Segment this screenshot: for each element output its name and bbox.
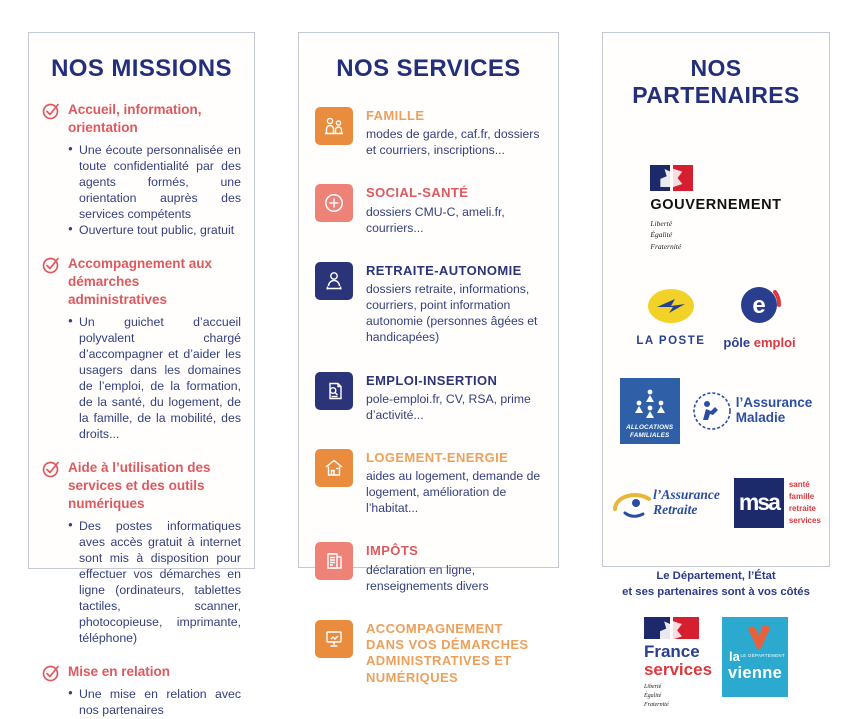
france-services-line1: France	[643, 642, 700, 662]
la-poste-logo	[636, 287, 705, 347]
motto-line: Fraternité	[643, 702, 669, 709]
mission-bullet: ● Des postes informatiques aves accès gratuit à internet sont mis à disposition pour effectuer vos démarches en ligne (ordinateurs, tablettes tactiles, scanner, photocopieuse, imprimante, téléphone)	[68, 519, 241, 647]
mission-bullet: ● Un guichet d’accueil polyvalent chargé d’accompagner et d’aider les usagers dans les domaines de l’emploi, de la formation, de la santé, du logement, de la famille, de la mobilité, des droits...	[68, 315, 241, 443]
tagline-line: et ses partenaires sont à vos côtés	[622, 586, 810, 599]
missions-panel	[28, 32, 255, 717]
house-icon	[315, 449, 353, 487]
check-circle-icon	[42, 102, 61, 125]
mission-section-title: Accueil, information, orientation	[68, 102, 202, 135]
caf-figures-icon	[628, 386, 672, 424]
check-circle-icon	[42, 256, 61, 279]
mission-section	[42, 255, 241, 443]
assurance-retraite-line: l’Assurance	[653, 487, 720, 503]
service-item-famille	[315, 107, 542, 158]
tagline-line: Le Département, l’État	[656, 569, 776, 582]
partners-title: NOS PARTENAIRES	[632, 55, 800, 108]
pole-emploi-word1: pôle	[723, 334, 751, 350]
missions-title: NOS MISSIONS	[51, 55, 232, 82]
service-item-emploi-insertion	[315, 372, 542, 423]
gouvernement-logo	[650, 165, 781, 252]
vienne-la: la	[729, 649, 740, 665]
caf-name-line: FAMILIALES	[630, 431, 670, 439]
assurance-maladie-line: l’Assurance	[735, 394, 813, 410]
mission-bullet-list	[42, 519, 241, 647]
motto-line: Égalité	[650, 230, 673, 240]
france-services-logo	[644, 617, 712, 710]
service-item-impots	[315, 542, 542, 593]
mission-bullet: ● Une mise en relation avec nos partenaires	[68, 687, 241, 719]
service-desc: modes de garde, caf.fr, dossiers et courriers, inscriptions...	[366, 127, 540, 158]
service-label: RETRAITE-AUTONOMIE	[366, 262, 522, 278]
french-flag-icon	[650, 165, 781, 191]
mission-section	[42, 459, 241, 647]
msa-word: retraite	[788, 503, 816, 513]
msa-mark: msa	[734, 478, 784, 528]
service-item-logement-energie	[315, 449, 542, 517]
motto-line: Liberté	[650, 219, 673, 228]
check-circle-icon	[42, 460, 61, 483]
partners-tagline	[611, 568, 821, 602]
computer-monitor-icon	[315, 620, 353, 658]
motto-line: Égalité	[643, 693, 662, 700]
service-item-accompagnement	[315, 620, 542, 686]
mission-section	[42, 101, 241, 239]
la-poste-name: LA POSTE	[636, 334, 706, 347]
vienne-v-icon	[744, 623, 774, 653]
msa-logo	[734, 478, 821, 528]
service-desc: aides au logement, demande de logement, amélioration de l’habitat...	[366, 469, 541, 516]
check-circle-icon	[42, 664, 61, 687]
pole-emploi-logo	[723, 284, 795, 350]
mission-bullet-list	[42, 687, 241, 719]
services-panel	[298, 32, 559, 685]
service-desc: déclaration en ligne, renseignements divers	[366, 562, 489, 593]
allocations-familiales-logo	[620, 378, 680, 444]
service-desc: dossiers retraite, informations, courriers, point information autonomie (personnes âgées et handicapées)	[366, 282, 538, 345]
service-label: SOCIAL-SANTÉ	[366, 185, 469, 201]
caf-name-line: ALLOCATIONS	[626, 423, 674, 431]
service-label: IMPÔTS	[366, 543, 419, 559]
assurance-maladie-badge-icon	[690, 389, 734, 433]
mission-bullet: ● Ouverture tout public, gratuit	[68, 223, 241, 239]
mission-bullet-list	[42, 143, 241, 239]
mission-section-title: Aide à l’utilisation des services et des outils numériques	[68, 459, 211, 511]
svg-text:e: e	[751, 291, 766, 319]
assurance-retraite-logo	[611, 483, 720, 523]
msa-word: famille	[788, 491, 815, 501]
mission-section-title: Accompagnement aux démarches administratives	[68, 255, 213, 307]
mission-bullet: ● Une écoute personnalisée en toute confidentialité par des agents formés, une orientation auprès des services compétents	[68, 143, 241, 223]
assurance-retraite-swoosh-icon	[611, 483, 653, 523]
partners-panel	[602, 32, 830, 709]
french-flag-icon	[644, 617, 712, 639]
assurance-maladie-logo	[690, 389, 813, 433]
service-label: ACCOMPAGNEMENT DANS VOS DÉMARCHES ADMINISTRATIVES ET NUMÉRIQUES	[366, 620, 529, 685]
assurance-maladie-line: Maladie	[735, 409, 786, 425]
assurance-retraite-line: Retraite	[653, 501, 698, 517]
family-icon	[315, 107, 353, 145]
msa-word: santé	[788, 479, 810, 489]
mission-section	[42, 663, 241, 719]
pole-emploi-word2: emploi	[753, 334, 796, 350]
mission-section-title: Mise en relation	[68, 663, 171, 679]
pole-emploi-icon	[737, 284, 783, 328]
motto-line: Fraternité	[650, 241, 682, 251]
service-item-social-sante	[315, 184, 542, 235]
service-label: LOGEMENT-ENERGIE	[366, 449, 509, 465]
services-title: NOS SERVICES	[336, 55, 521, 82]
elderly-person-icon	[315, 262, 353, 300]
msa-word: services	[788, 515, 821, 525]
vienne-name: vienne	[727, 664, 783, 683]
service-item-retraite-autonomie	[315, 262, 542, 346]
cv-magnifier-icon	[315, 372, 353, 410]
service-label: FAMILLE	[366, 108, 425, 123]
la-poste-bird-icon	[645, 287, 697, 327]
la-vienne-logo	[722, 617, 788, 697]
france-services-line2: services	[643, 660, 713, 680]
gouvernement-name: GOUVERNEMENT	[650, 197, 782, 213]
tax-documents-icon	[315, 542, 353, 580]
service-desc: pole-emploi.fr, CV, RSA, prime d’activité...	[366, 391, 531, 422]
service-label: EMPLOI-INSERTION	[366, 372, 498, 388]
motto-line: Liberté	[643, 684, 662, 691]
mission-bullet-list	[42, 315, 241, 443]
service-desc: dossiers CMU-C, ameli.fr, courriers...	[366, 204, 505, 235]
medical-cross-icon	[315, 184, 353, 222]
vienne-departement-label: LE DÉPARTEMENT	[740, 653, 786, 659]
